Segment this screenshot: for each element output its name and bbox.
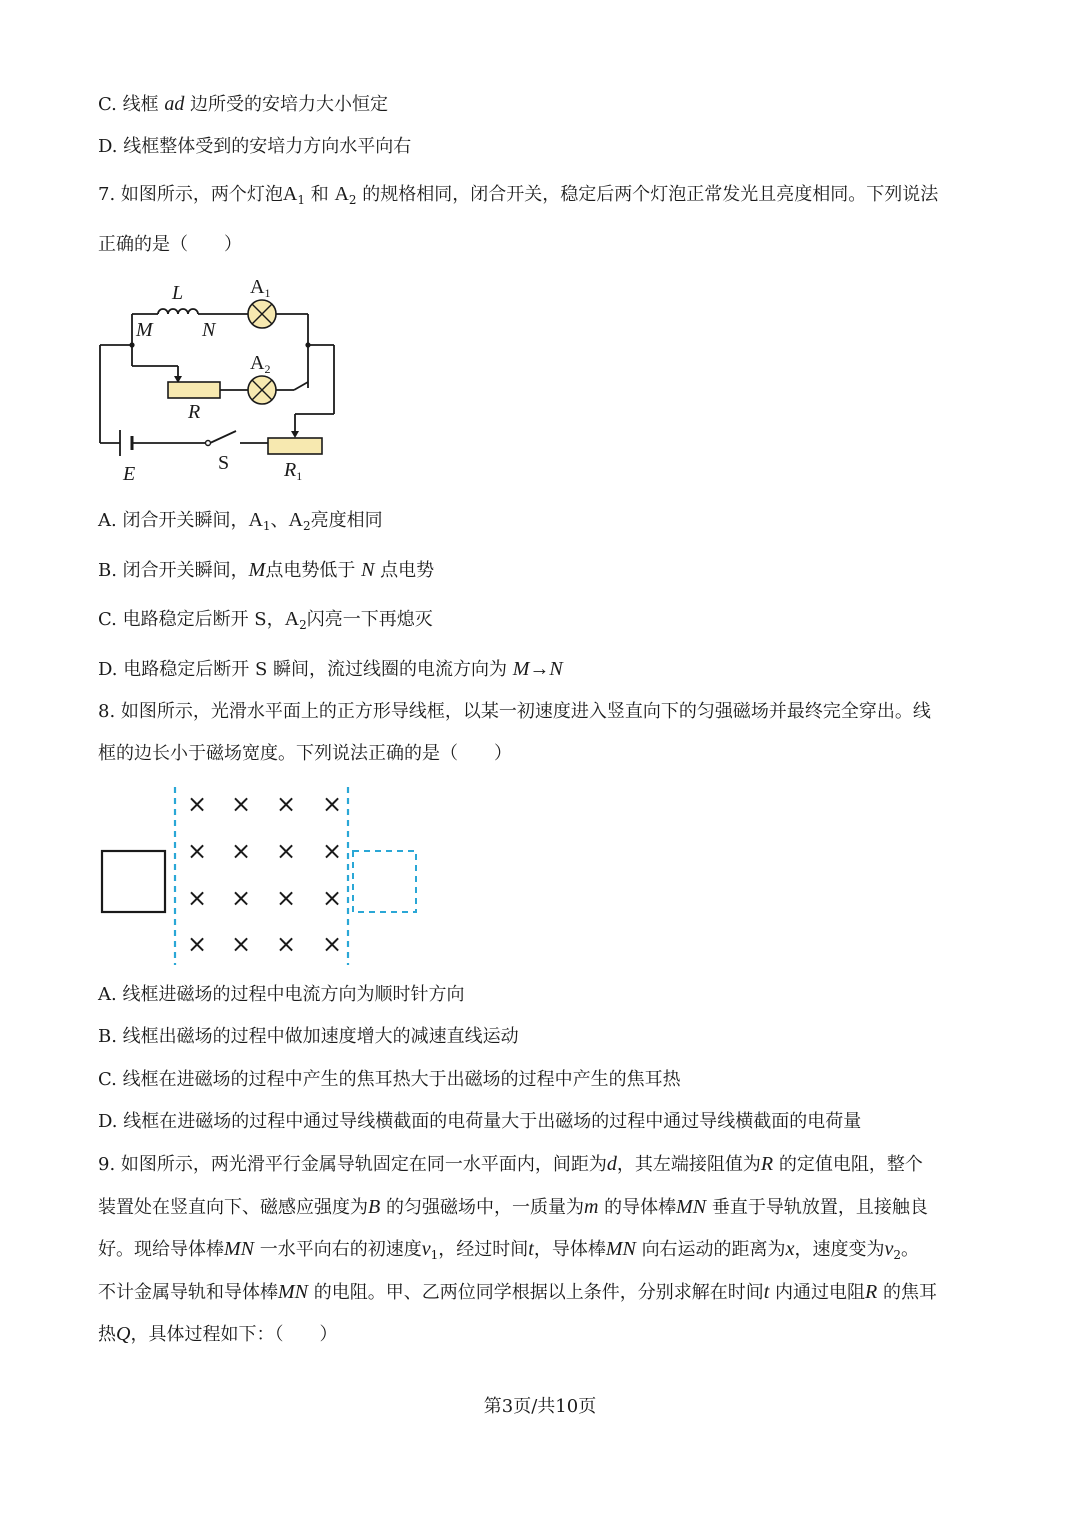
field-cross: × <box>275 930 297 958</box>
q8-magnetic-field-diagram <box>95 783 425 968</box>
field-cross: × <box>186 884 208 912</box>
q7-option-b: B. 闭合开关瞬间，M点电势低于 N 点电势 <box>98 559 435 581</box>
label-S: S <box>218 452 230 474</box>
label-R1: $R_1$ <box>284 459 303 483</box>
field-cross: × <box>230 930 252 958</box>
q8-option-b: B. 线框出磁场的过程中做加速度增大的减速直线运动 <box>98 1026 519 1047</box>
q8-stem-line2: 框的边长小于磁场宽度。下列说法正确的是（ ） <box>98 743 512 764</box>
lamp-A1 <box>248 300 276 328</box>
q7-stem-line1: 7. 如图所示，两个灯泡$A_1$ 和 $A_2$ 的规格相同，闭合开关，稳定后两个灯泡正常发光且亮度相同。下列说法 <box>98 183 939 207</box>
q7-circuit-diagram <box>90 268 350 490</box>
q7-stem-line2: 正确的是（ ） <box>98 234 242 255</box>
field-cross: × <box>186 790 208 818</box>
q8-stem-line1: 8. 如图所示，光滑水平面上的正方形导线框，以某一初速度进入竖直向下的匀强磁场并最终完全穿出。线 <box>98 701 931 722</box>
wire-frame-square <box>102 851 165 912</box>
q8-option-a: A. 线框进磁场的过程中电流方向为顺时针方向 <box>98 984 465 1005</box>
rheostat-R1 <box>268 438 322 454</box>
field-cross: × <box>230 790 252 818</box>
q9-stem-line5: 热Q，具体过程如下：（ ） <box>98 1323 338 1345</box>
label-E: E <box>123 463 136 485</box>
label-A1: $A_1$ <box>250 276 271 300</box>
q7-option-a: A. 闭合开关瞬间，$A_1$、$A_2$亮度相同 <box>98 509 383 533</box>
q6-option-c: C. 线框 ad 边所受的安培力大小恒定 <box>98 93 389 115</box>
label-A2: $A_2$ <box>250 352 271 376</box>
q7-option-c: C. 电路稳定后断开 S，$A_2$闪亮一下再熄灭 <box>98 608 433 632</box>
page-footer: 第3页/共10页 <box>483 1396 597 1417</box>
label-R: R <box>188 401 201 423</box>
label-M: M <box>136 319 153 341</box>
field-cross: × <box>321 837 343 865</box>
q7-option-d: D. 电路稳定后断开 S 瞬间，流过线圈的电流方向为 M→N <box>98 658 563 680</box>
resistor-R <box>168 382 220 398</box>
rheostat-arrow <box>291 431 299 438</box>
switch-contact <box>206 441 211 446</box>
field-cross: × <box>186 837 208 865</box>
q8-option-c: C. 线框在进磁场的过程中产生的焦耳热大于出磁场的过程中产生的焦耳热 <box>98 1069 681 1090</box>
field-cross: × <box>275 884 297 912</box>
field-cross: × <box>321 930 343 958</box>
q9-stem-line1: 9. 如图所示，两光滑平行金属导轨固定在同一水平面内，间距为d，其左端接阻值为R 的定值电阻，整个 <box>98 1153 923 1175</box>
field-cross: × <box>275 837 297 865</box>
wire-frame-exit-position <box>353 851 416 912</box>
field-cross: × <box>186 930 208 958</box>
q9-stem-line2: 装置处在竖直向下、磁感应强度为B 的匀强磁场中，一质量为m 的导体棒MN 垂直于导轨放置，且接触良 <box>98 1196 928 1218</box>
field-cross: × <box>230 884 252 912</box>
field-cross: × <box>275 790 297 818</box>
field-cross: × <box>321 790 343 818</box>
field-cross: × <box>230 837 252 865</box>
q9-stem-line3: 好。现给导体棒MN 一水平向右的初速度$v_1$，经过时间t，导体棒MN 向右运动的距离为x，速度变为$v_2$。 <box>98 1238 919 1262</box>
junction-dot <box>305 342 310 347</box>
label-L: L <box>172 282 184 304</box>
q6-option-d: D. 线框整体受到的安培力方向水平向右 <box>98 136 412 157</box>
q9-stem-line4: 不计金属导轨和导体棒MN 的电阻。甲、乙两位同学根据以上条件，分别求解在时间t 内通过电阻R 的焦耳 <box>98 1281 937 1303</box>
lamp-A2 <box>248 376 276 404</box>
q8-option-d: D. 线框在进磁场的过程中通过导线横截面的电荷量大于出磁场的过程中通过导线横截面的电荷量 <box>98 1111 862 1132</box>
label-N: N <box>202 319 216 341</box>
junction-dot <box>129 342 134 347</box>
field-cross: × <box>321 884 343 912</box>
